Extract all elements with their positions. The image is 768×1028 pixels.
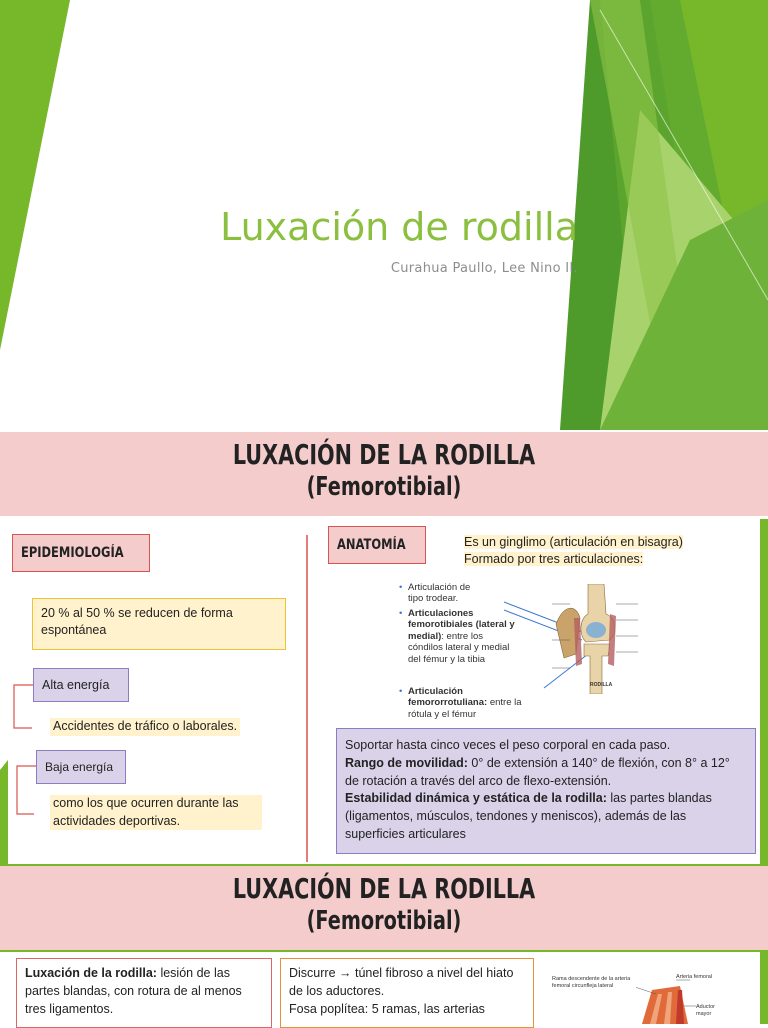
figure-caption: RODILLA: [590, 682, 613, 688]
definition-text: lesión de las partes blandas, con rotura de al menos tres ligamentos.: [25, 966, 242, 1016]
slide-title: Luxación de rodilla: [220, 205, 578, 249]
banner2-title-line2: (Femorotibial): [306, 906, 462, 936]
knee-function-box: [336, 728, 756, 854]
slide-subtitle: Curahua Paullo, Lee Nino II.: [390, 261, 578, 276]
definition-box: [16, 958, 272, 1028]
alta-energia-box: Alta energía: [33, 668, 129, 702]
epidemiologia-header: [12, 534, 150, 572]
bullet-femororrotuliana-text: entre la rótula y el fémur: [408, 697, 522, 720]
banner-header-2: [0, 866, 768, 950]
baja-energia-detail: como los que ocurren durante las actividades deportivas.: [50, 795, 262, 830]
estabilidad-text: las partes blandas (ligamentos, músculos, tendones y meniscos), además de las superficies articulares: [345, 791, 712, 841]
function-line1: Soportar hasta cinco veces el peso corporal en cada paso.: [345, 738, 671, 752]
epidemiologia-stat-box: 20 % al 50 % se reducen de forma espontánea: [32, 598, 286, 650]
artery-illustration: [636, 976, 696, 1024]
alta-energia-detail: Accidentes de tráfico o laborales.: [50, 718, 240, 736]
anatomia-header-text: ANATOMÍA: [337, 537, 406, 553]
course-line2: Fosa poplítea: 5 ramas, las arterias: [289, 1001, 485, 1016]
banner-title-line1: LUXACIÓN DE LA RODILLA: [232, 438, 536, 471]
anatomia-note-line1: Es un ginglimo (articulación en bisagra): [464, 535, 683, 549]
course-line1: Discurre → túnel fibroso a nivel del hiato de los aductores.: [289, 966, 514, 998]
banner-title-line2: (Femorotibial): [306, 472, 462, 502]
epidemiologia-header-text: EPIDEMIOLOGÍA: [21, 545, 124, 561]
artery-label-3: Aductor mayor: [696, 1004, 715, 1017]
movilidad-text: 0° de extensión a 140° de flexión, con 8° a 12° de rotación a través del arco de flexo-extensión.: [345, 755, 730, 788]
bullet-femorotibial: [408, 608, 518, 665]
anatomia-header: [328, 526, 426, 564]
bullet-trodear-text: Articulación de tipo trodear.: [408, 582, 471, 605]
banner-header: [0, 432, 768, 516]
definition-label: Luxación de la rodilla:: [25, 966, 157, 980]
baja-energia-box: Baja energía: [36, 750, 126, 784]
bullet-trodear: [408, 582, 478, 605]
course-box: [280, 958, 534, 1028]
knee-joint-illustration: [504, 584, 662, 694]
movilidad-label: Rango de movilidad:: [345, 755, 468, 770]
artery-label-2: Arteria femoral: [676, 974, 713, 980]
bullet-femorotibial-bold: Articulaciones femorotibiales (lateral y medial): [408, 608, 515, 642]
anatomia-note-line2: Formado por tres articulaciones:: [464, 551, 644, 566]
artery-figure: [546, 958, 742, 1024]
estabilidad-label: Estabilidad dinámica y estática de la rodilla:: [345, 791, 607, 806]
bullet-femororrotuliana-bold: Articulación femororrotuliana:: [408, 686, 488, 709]
bullet-femorotibial-text: : entre los cóndilos lateral y medial del fémur y la tibia: [408, 630, 510, 665]
anatomy-figure-area: [394, 576, 662, 724]
anatomia-note: [464, 534, 714, 568]
artery-label-1: Rama descendente de la arteria femoral circunfleja lateral: [552, 976, 631, 989]
banner2-title-line1: LUXACIÓN DE LA RODILLA: [232, 872, 536, 905]
